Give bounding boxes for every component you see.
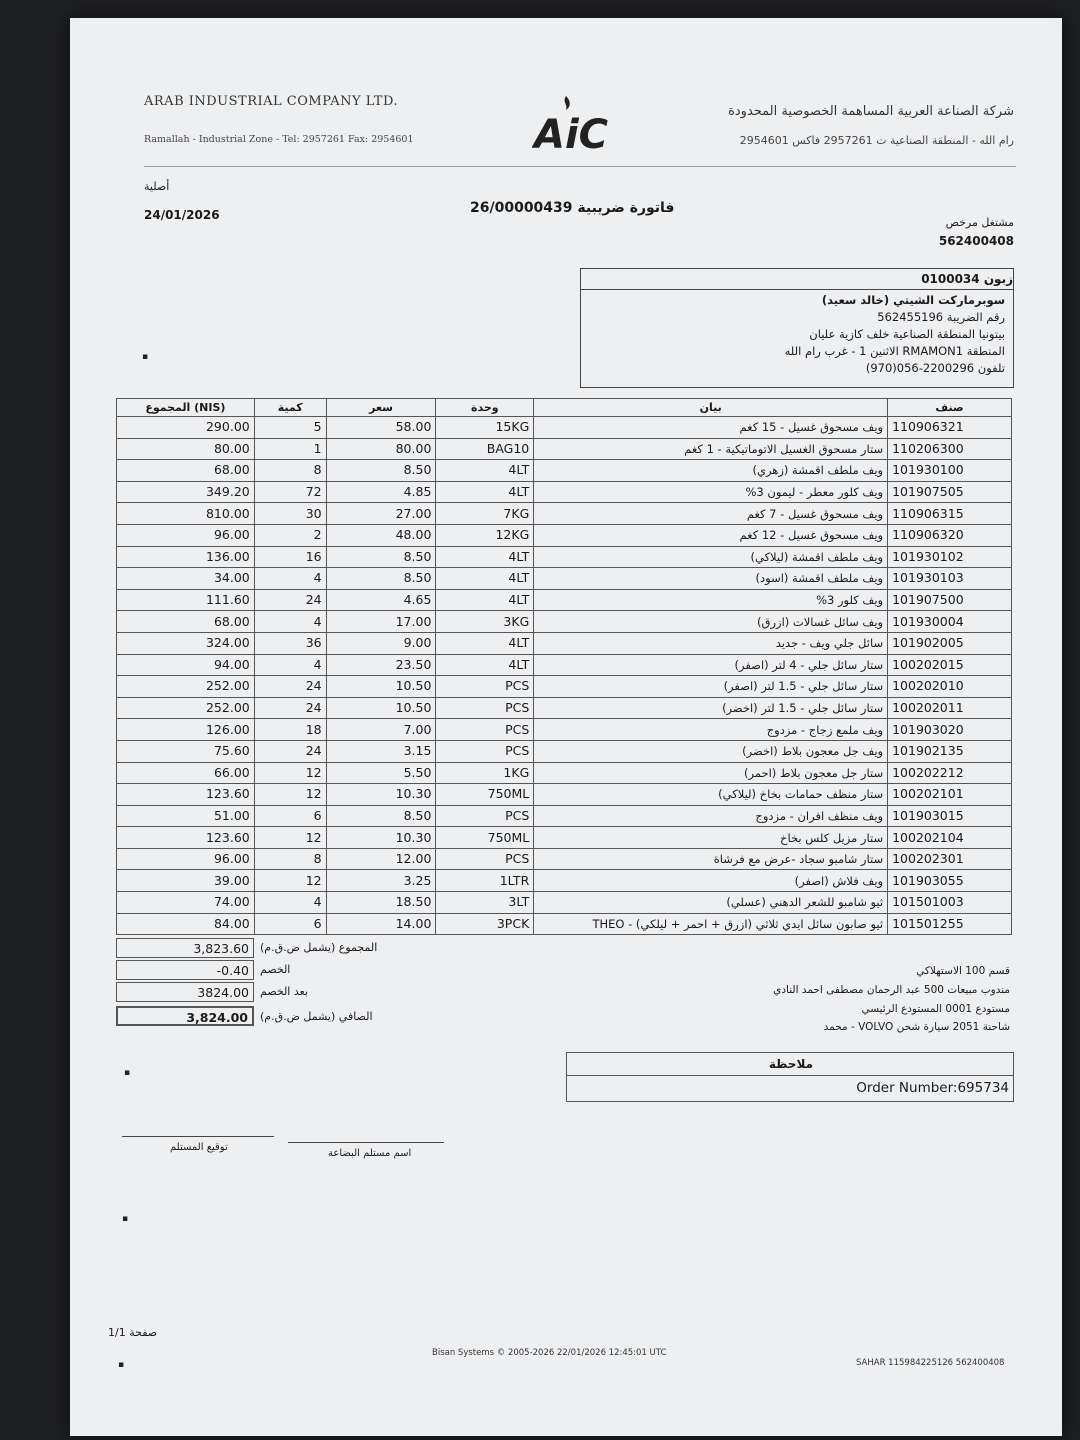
row-code: 101907505	[888, 481, 1012, 503]
row-price: 10.30	[326, 784, 436, 806]
invoice-date: 24/01/2026	[144, 208, 220, 222]
col-price: سعر	[326, 399, 436, 417]
page-label: صفحة	[129, 1326, 158, 1339]
row-total: 349.20	[117, 481, 255, 503]
row-price: 23.50	[326, 654, 436, 676]
row-price: 27.00	[326, 503, 436, 525]
row-total: 66.00	[117, 762, 255, 784]
row-qty: 36	[254, 632, 326, 654]
discount-value: -0.40	[116, 960, 254, 980]
row-total: 111.60	[117, 589, 255, 611]
row-price: 8.50	[326, 805, 436, 827]
table-row	[117, 481, 1012, 503]
row-qty: 1	[254, 438, 326, 460]
scan-mark: ▪	[124, 1068, 131, 1078]
row-total: 94.00	[117, 654, 255, 676]
row-unit: 1LTR	[436, 870, 534, 892]
receiver-signature-label: توقيع المستلم	[170, 1142, 228, 1153]
row-qty: 12	[254, 870, 326, 892]
row-price: 10.30	[326, 827, 436, 849]
row-total: 75.60	[117, 740, 255, 762]
table-row	[117, 740, 1012, 762]
row-description: ستار جل معجون بلاط (احمر)	[534, 762, 888, 784]
row-price: 3.15	[326, 740, 436, 762]
col-qty: كمية	[254, 399, 326, 417]
row-description: ويف ملطف اقمشة (ليلاكي)	[534, 546, 888, 568]
row-code: 101903015	[888, 805, 1012, 827]
company-address-en: Ramallah - Industrial Zone - Tel: 2957261 Fax: 2954601	[144, 134, 414, 145]
row-code: 101501003	[888, 892, 1012, 914]
customer-area: المنطقة RMAMON1 الاثنين 1 - غرب رام الله	[784, 344, 1005, 358]
row-total: 136.00	[117, 546, 255, 568]
scan-mark: ▪	[118, 1360, 125, 1370]
svg-text:AiC: AiC	[534, 112, 609, 156]
col-description: بيان	[534, 399, 888, 417]
row-qty: 12	[254, 762, 326, 784]
row-qty: 8	[254, 848, 326, 870]
row-code: 100202010	[888, 676, 1012, 698]
footer-code: SAHAR 115984225126 562400408	[856, 1358, 1005, 1368]
row-total: 80.00	[117, 438, 255, 460]
table-row	[117, 460, 1012, 482]
row-code: 100202101	[888, 784, 1012, 806]
table-header-row	[117, 399, 1012, 417]
row-unit: PCS	[436, 719, 534, 741]
row-price: 4.85	[326, 481, 436, 503]
row-total: 123.60	[117, 784, 255, 806]
row-unit: 3KG	[436, 611, 534, 633]
row-description: ويف منظف افران - مزدوج	[534, 805, 888, 827]
truck-info: شاحنة 2051 سيارة شحن VOLVO - محمد	[823, 1021, 1010, 1033]
row-unit: 4LT	[436, 460, 534, 482]
table-row	[117, 870, 1012, 892]
row-total: 84.00	[117, 913, 255, 935]
receiver-signature-line	[122, 1136, 274, 1137]
row-description: ويف ملطف اقمشة (اسود)	[534, 568, 888, 590]
row-description: ستار مسحوق الغسيل الاتوماتيكية - 1 كغم	[534, 438, 888, 460]
row-code: 101907500	[888, 589, 1012, 611]
row-unit: 1KG	[436, 762, 534, 784]
row-price: 5.50	[326, 762, 436, 784]
page-value: 1/1	[108, 1326, 126, 1339]
row-code: 101903020	[888, 719, 1012, 741]
table-row	[117, 438, 1012, 460]
row-unit: PCS	[436, 848, 534, 870]
row-code: 110206300	[888, 438, 1012, 460]
row-code: 101930100	[888, 460, 1012, 482]
row-total: 290.00	[117, 417, 255, 439]
row-unit: 750ML	[436, 827, 534, 849]
row-code: 101930004	[888, 611, 1012, 633]
row-description: ثيو شامبو للشعر الدهني (عسلي)	[534, 892, 888, 914]
col-code: صنف	[888, 399, 1012, 417]
row-unit: PCS	[436, 697, 534, 719]
row-qty: 16	[254, 546, 326, 568]
row-price: 12.00	[326, 848, 436, 870]
copy-label: أصلية	[144, 180, 170, 193]
row-unit: 3PCK	[436, 913, 534, 935]
row-description: ثيو صابون سائل ايدي ثلاثي (ازرق + احمر + ليلكي) - THEO	[534, 913, 888, 935]
notes-label: ملاحظة	[567, 1053, 1013, 1076]
table-row	[117, 676, 1012, 698]
row-description: ستار منظف حمامات بخاخ (ليلاكي)	[534, 784, 888, 806]
row-qty: 12	[254, 784, 326, 806]
table-row	[117, 546, 1012, 568]
salesman-info: مندوب مبيعات 500 عبد الرحمان مصطفى احمد النادي	[773, 984, 1010, 996]
row-unit: 750ML	[436, 784, 534, 806]
row-qty: 2	[254, 524, 326, 546]
row-qty: 12	[254, 827, 326, 849]
row-qty: 6	[254, 805, 326, 827]
row-price: 18.50	[326, 892, 436, 914]
row-price: 9.00	[326, 632, 436, 654]
row-code: 100202015	[888, 654, 1012, 676]
row-price: 3.25	[326, 870, 436, 892]
row-price: 4.65	[326, 589, 436, 611]
row-code: 100202301	[888, 848, 1012, 870]
table-row	[117, 762, 1012, 784]
table-row	[117, 611, 1012, 633]
subtotal-label: المجموع (يشمل ض.ق.م)	[260, 941, 378, 954]
row-price: 7.00	[326, 719, 436, 741]
row-unit: 4LT	[436, 632, 534, 654]
company-address-ar: رام الله - المنطقة الصناعية ت 2957261 فاكس 2954601	[739, 134, 1014, 147]
table-row	[117, 524, 1012, 546]
row-qty: 8	[254, 460, 326, 482]
discount-label: الخصم	[260, 963, 291, 976]
row-qty: 6	[254, 913, 326, 935]
scan-mark: ▪	[122, 1214, 129, 1224]
row-description: ويف مسحوق غسيل - 15 كغم	[534, 417, 888, 439]
row-unit: 15KG	[436, 417, 534, 439]
col-unit: وحدة	[436, 399, 534, 417]
software-credit: Bisan Systems © 2005-2026 22/01/2026 12:45:01 UTC	[432, 1348, 667, 1358]
items-table	[116, 398, 1012, 935]
row-unit: 4LT	[436, 589, 534, 611]
customer-phone: تلفون 2200296-056(970)	[865, 361, 1005, 375]
receiver-name-line	[288, 1142, 444, 1143]
table-row	[117, 913, 1012, 935]
row-code: 110906320	[888, 524, 1012, 546]
invoice-paper	[70, 18, 1062, 1436]
row-total: 123.60	[117, 827, 255, 849]
row-total: 96.00	[117, 848, 255, 870]
row-unit: 4LT	[436, 568, 534, 590]
row-qty: 4	[254, 892, 326, 914]
row-total: 810.00	[117, 503, 255, 525]
header-rule	[144, 166, 1016, 167]
row-description: ويف ملمع زجاج - مزدوج	[534, 719, 888, 741]
row-unit: 4LT	[436, 481, 534, 503]
page-number	[108, 1326, 157, 1339]
row-total: 252.00	[117, 676, 255, 698]
row-description: ويف كلور 3%	[534, 589, 888, 611]
row-description: ويف جل معجون بلاط (اخضر)	[534, 740, 888, 762]
row-total: 34.00	[117, 568, 255, 590]
order-number: Order Number:695734	[856, 1080, 1009, 1096]
net-label: الصافي (يشمل ض.ق.م)	[260, 1010, 373, 1023]
licensed-dealer	[939, 214, 1014, 251]
notes-box	[566, 1052, 1014, 1102]
table-row	[117, 697, 1012, 719]
table-row	[117, 848, 1012, 870]
warehouse-info: مستودع 0001 المستودع الرئيسي	[861, 1003, 1010, 1015]
row-price: 80.00	[326, 438, 436, 460]
row-price: 10.50	[326, 697, 436, 719]
row-price: 10.50	[326, 676, 436, 698]
subtotal-value: 3,823.60	[116, 938, 254, 958]
receiver-name-label: اسم مستلم البضاعة	[328, 1148, 412, 1159]
table-row	[117, 568, 1012, 590]
row-total: 324.00	[117, 632, 255, 654]
row-unit: 4LT	[436, 546, 534, 568]
row-total: 252.00	[117, 697, 255, 719]
row-description: ستار سائل جلي - 4 لتر (اصفر)	[534, 654, 888, 676]
table-row	[117, 719, 1012, 741]
row-unit: 7KG	[436, 503, 534, 525]
row-description: ويف فلاش (اصفر)	[534, 870, 888, 892]
row-qty: 5	[254, 417, 326, 439]
row-total: 68.00	[117, 611, 255, 633]
row-unit: PCS	[436, 740, 534, 762]
row-total: 68.00	[117, 460, 255, 482]
scan-mark: ▪	[142, 352, 149, 362]
row-description: ستار شامبو سجاد -عرض مع فرشاة	[534, 848, 888, 870]
row-code: 101902005	[888, 632, 1012, 654]
row-qty: 30	[254, 503, 326, 525]
row-code: 100202011	[888, 697, 1012, 719]
row-qty: 24	[254, 589, 326, 611]
row-code: 110906321	[888, 417, 1012, 439]
company-name-en: ARAB INDUSTRIAL COMPANY LTD.	[144, 94, 399, 109]
aic-logo	[532, 92, 612, 156]
customer-name: سوبرماركت الشيتي (خالد سعيد)	[821, 293, 1005, 307]
customer-address: بيتونيا المنطقة الصناعية خلف كازية عليان	[809, 327, 1005, 341]
row-total: 51.00	[117, 805, 255, 827]
row-price: 58.00	[326, 417, 436, 439]
invoice-title: فاتورة ضريبية 26/00000439	[470, 200, 675, 216]
table-row	[117, 417, 1012, 439]
row-description: سائل جلي ويف - جديد	[534, 632, 888, 654]
licensed-dealer-number: 562400408	[938, 234, 1014, 248]
row-unit: PCS	[436, 676, 534, 698]
section-info: قسم 100 الاستهلاكي	[916, 965, 1010, 977]
row-description: ويف مسحوق غسيل - 7 كغم	[534, 503, 888, 525]
col-total: المجموع (NIS)	[117, 399, 255, 417]
row-code: 110906315	[888, 503, 1012, 525]
row-qty: 4	[254, 611, 326, 633]
licensed-dealer-label: مشتغل مرخص	[945, 216, 1014, 229]
row-price: 8.50	[326, 546, 436, 568]
row-qty: 4	[254, 568, 326, 590]
row-unit: 3LT	[436, 892, 534, 914]
row-description: ويف ملطف اقمشة (زهري)	[534, 460, 888, 482]
row-description: ستار سائل جلي - 1.5 لتر (اصفر)	[534, 676, 888, 698]
table-row	[117, 632, 1012, 654]
row-qty: 24	[254, 697, 326, 719]
row-unit: BAG10	[436, 438, 534, 460]
row-qty: 72	[254, 481, 326, 503]
row-total: 39.00	[117, 870, 255, 892]
table-row	[117, 805, 1012, 827]
row-code: 100202212	[888, 762, 1012, 784]
table-row	[117, 784, 1012, 806]
row-unit: PCS	[436, 805, 534, 827]
row-qty: 24	[254, 740, 326, 762]
row-unit: 4LT	[436, 654, 534, 676]
row-code: 101501255	[888, 913, 1012, 935]
row-description: ستار مزيل كلس بخاخ	[534, 827, 888, 849]
row-description: ستار سائل جلي - 1.5 لتر (اخضر)	[534, 697, 888, 719]
row-unit: 12KG	[436, 524, 534, 546]
row-code: 100202104	[888, 827, 1012, 849]
row-description: ويف سائل غسالات (ازرق)	[534, 611, 888, 633]
row-qty: 24	[254, 676, 326, 698]
after-discount-label: بعد الخصم	[260, 985, 309, 998]
table-row	[117, 827, 1012, 849]
row-qty: 18	[254, 719, 326, 741]
customer-tax-number: رقم الضريبة 562455196	[877, 310, 1005, 324]
row-total: 74.00	[117, 892, 255, 914]
row-code: 101930103	[888, 568, 1012, 590]
row-price: 48.00	[326, 524, 436, 546]
row-total: 96.00	[117, 524, 255, 546]
row-code: 101930102	[888, 546, 1012, 568]
row-price: 8.50	[326, 460, 436, 482]
after-discount-value: 3824.00	[116, 982, 254, 1002]
net-value: 3,824.00	[116, 1006, 254, 1026]
row-qty: 4	[254, 654, 326, 676]
table-row	[117, 589, 1012, 611]
row-code: 101902135	[888, 740, 1012, 762]
row-total: 126.00	[117, 719, 255, 741]
table-row	[117, 654, 1012, 676]
row-price: 14.00	[326, 913, 436, 935]
row-description: ويف كلور معطر - ليمون 3%	[534, 481, 888, 503]
customer-code: زبون 0100034	[581, 269, 1013, 290]
table-row	[117, 503, 1012, 525]
row-price: 8.50	[326, 568, 436, 590]
customer-box	[580, 268, 1014, 388]
company-name-ar: شركة الصناعة العربية المساهمة الخصوصية المحدودة	[728, 104, 1014, 119]
row-description: ويف مسحوق غسيل - 12 كغم	[534, 524, 888, 546]
row-code: 101903055	[888, 870, 1012, 892]
table-row	[117, 892, 1012, 914]
row-price: 17.00	[326, 611, 436, 633]
